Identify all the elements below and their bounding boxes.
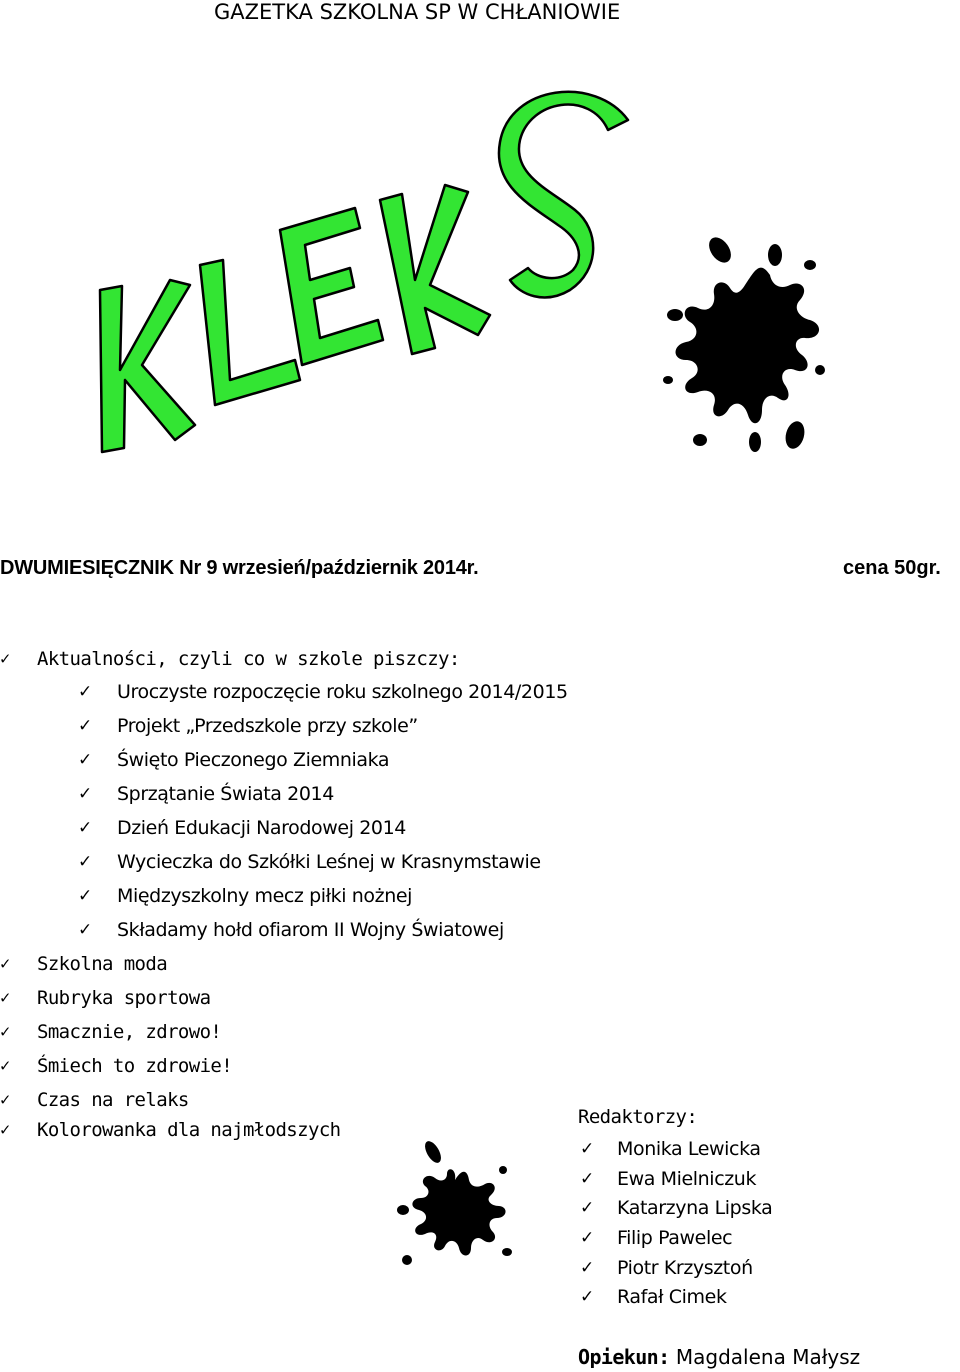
section-label: Kolorowanka dla najmłodszych [37, 1119, 341, 1141]
checkmark-icon: ✓ [0, 649, 10, 669]
news-item-label: Składamy hołd ofiarom II Wojny Światowej [117, 919, 504, 941]
checkmark-icon: ✓ [580, 1198, 594, 1218]
checkmark-icon: ✓ [78, 818, 92, 838]
checkmark-icon: ✓ [0, 1056, 10, 1076]
checkmark-icon: ✓ [78, 716, 92, 736]
checkmark-icon: ✓ [580, 1169, 594, 1189]
list-item [78, 749, 390, 771]
list-item [580, 1286, 727, 1308]
checkmark-icon: ✓ [78, 784, 92, 804]
section-label: Śmiech to zdrowie! [37, 1055, 233, 1077]
news-item-label: Projekt „Przedszkole przy szkole” [117, 715, 418, 737]
editors-heading: Redaktorzy: [578, 1106, 698, 1128]
editor-name: Filip Pawelec [617, 1227, 733, 1249]
guardian-label: Opiekun: [578, 1345, 670, 1369]
checkmark-icon: ✓ [0, 954, 10, 974]
issue-info: DWUMIESIĘCZNIK Nr 9 wrzesień/październik 2014r. [0, 557, 479, 579]
kleks-logo [80, 80, 680, 480]
news-item-label: Uroczyste rozpoczęcie roku szkolnego 2014/2015 [117, 681, 568, 703]
checkmark-icon: ✓ [78, 750, 92, 770]
checkmark-icon: ✓ [580, 1287, 594, 1307]
news-item-label: Sprzątanie Świata 2014 [117, 783, 334, 805]
ink-splat-icon [660, 230, 830, 460]
section-label: Smacznie, zdrowo! [37, 1021, 222, 1043]
checkmark-icon: ✓ [78, 920, 92, 940]
news-heading: Aktualności, czyli co w szkole piszczy: [37, 648, 460, 670]
list-item [78, 885, 413, 907]
news-item-label: Święto Pieczonego Ziemniaka [117, 749, 390, 771]
list-item [0, 1089, 189, 1111]
checkmark-icon: ✓ [580, 1258, 594, 1278]
list-item [0, 1055, 233, 1077]
list-item [78, 817, 406, 839]
checkmark-icon: ✓ [580, 1139, 594, 1159]
list-item [580, 1197, 773, 1219]
guardian-line [578, 1345, 860, 1369]
list-item [78, 851, 541, 873]
ink-splat-icon [395, 1140, 515, 1270]
list-item [0, 953, 168, 975]
checkmark-icon: ✓ [580, 1228, 594, 1248]
editor-name: Katarzyna Lipska [617, 1197, 773, 1219]
section-label: Rubryka sportowa [37, 987, 211, 1009]
list-item [0, 987, 211, 1009]
checkmark-icon: ✓ [78, 886, 92, 906]
section-label: Czas na relaks [37, 1089, 189, 1111]
list-item [78, 681, 568, 703]
list-item [0, 1021, 222, 1043]
checkmark-icon: ✓ [0, 1120, 10, 1140]
list-item [78, 715, 418, 737]
editor-name: Piotr Krzysztoń [617, 1257, 753, 1279]
editor-name: Rafał Cimek [617, 1286, 727, 1308]
list-item [0, 1119, 341, 1141]
editor-name: Ewa Mielniczuk [617, 1168, 757, 1190]
section-label: Szkolna moda [37, 953, 168, 975]
checkmark-icon: ✓ [0, 1090, 10, 1110]
checkmark-icon: ✓ [78, 852, 92, 872]
newspaper-title: GAZETKA SZKOLNA SP W CHŁANIOWIE [214, 0, 621, 24]
editor-name: Monika Lewicka [617, 1138, 761, 1160]
checkmark-icon: ✓ [0, 1022, 10, 1042]
price-label: cena 50gr. [843, 557, 941, 579]
list-item [580, 1168, 757, 1190]
news-item-label: Międzyszkolny mecz piłki nożnej [117, 885, 413, 907]
list-item [580, 1227, 733, 1249]
guardian-name: Magdalena Małysz [675, 1345, 861, 1369]
news-heading-item [0, 648, 460, 670]
news-item-label: Dzień Edukacji Narodowej 2014 [117, 817, 406, 839]
checkmark-icon: ✓ [78, 682, 92, 702]
list-item [580, 1257, 753, 1279]
list-item [580, 1138, 761, 1160]
news-item-label: Wycieczka do Szkółki Leśnej w Krasnymstawie [117, 851, 541, 873]
list-item [78, 919, 504, 941]
checkmark-icon: ✓ [0, 988, 10, 1008]
list-item [78, 783, 334, 805]
